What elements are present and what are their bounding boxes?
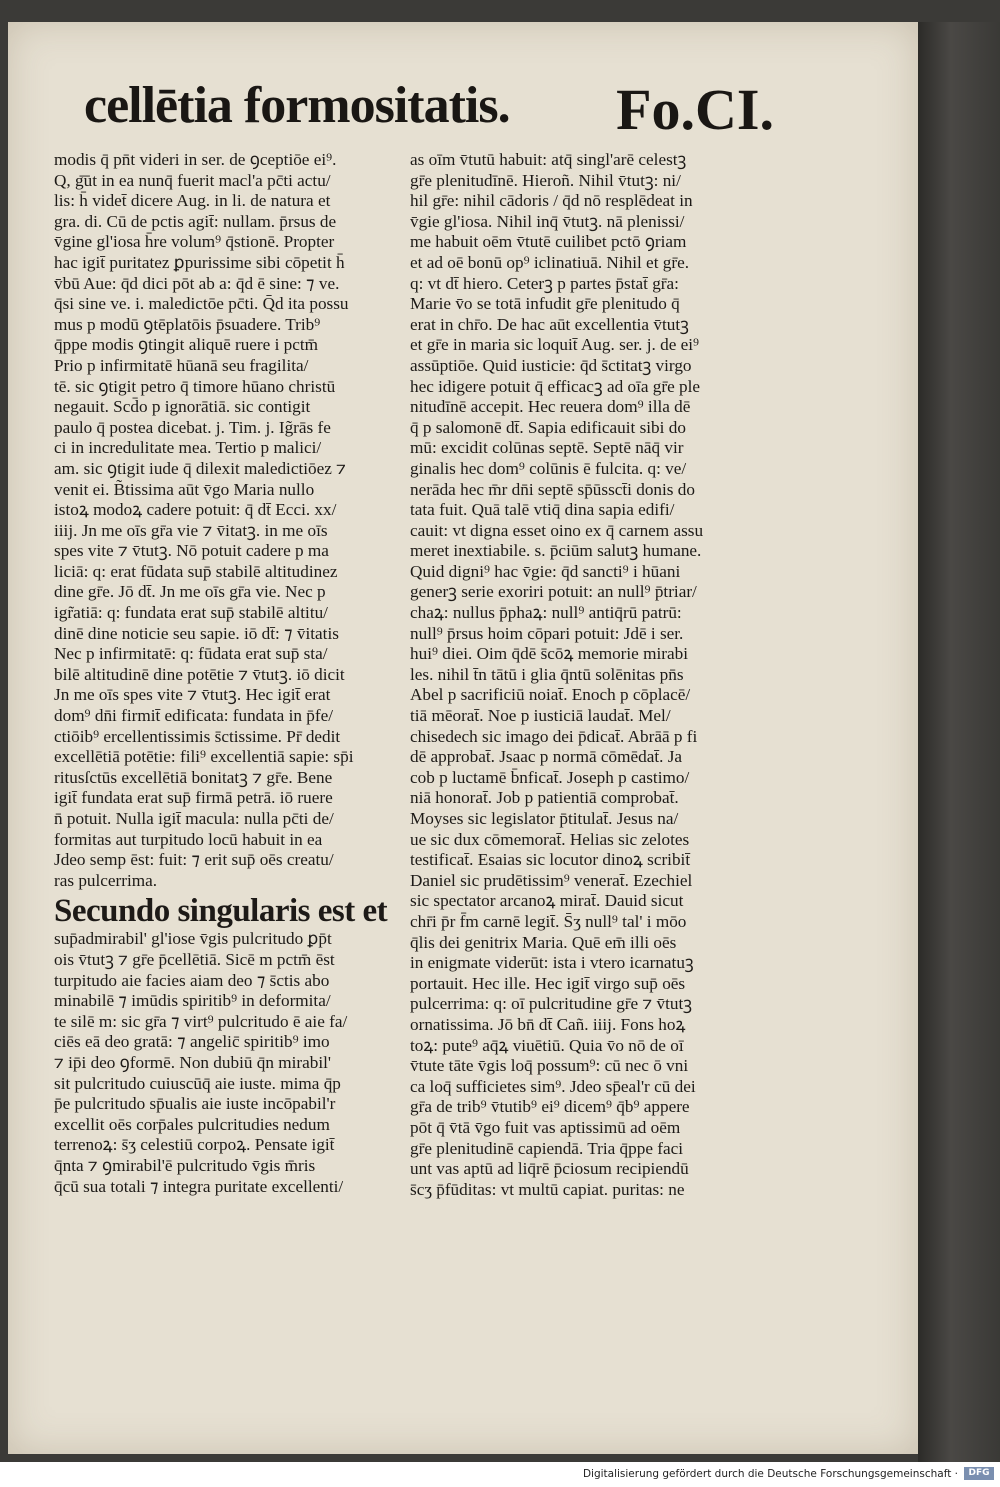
text-line: Quid digni⁹ hac v̄gie: q̄d sancti⁹ i hūani <box>410 561 681 581</box>
text-line: tē. sic ꝯtigit petro q̄ timore hūano christū <box>54 376 336 396</box>
text-line: excellit oēs corp̄ales pulcritudies nedum <box>54 1114 330 1134</box>
folio-number: Fo.CI. <box>616 77 774 142</box>
running-title: cellētia formositatis. <box>84 77 510 134</box>
text-line: in enigmate viderūt: ista i vtero icarnatuꝫ <box>410 953 694 973</box>
text-line: ornatissima. Jō bn̄ dt̄ Cañ. iiij. Fons hoꝝ <box>410 1014 686 1034</box>
text-line: dine gr̄e. Jō dt̄. Jn me oīs gr̄a vie. Nec p <box>54 582 326 602</box>
text-line: Daniel sic prudētissim⁹ venerat̄. Ezechiel <box>410 870 693 890</box>
text-line: liciā: q: erat fūdata sup̄ stabilē altitudinez <box>54 561 338 581</box>
text-line: me habuit oēm v̄tutē cuilibet pctō ꝯriam <box>410 232 687 252</box>
text-line: Prio p infirmitatē hūanā seu fragilita/ <box>54 355 309 375</box>
text-line: ca loq̄ sufficietes sim⁹. Jdeo sp̄eal'r cū dei <box>410 1076 696 1096</box>
text-line: Nec p infirmitatē: q: fūdata erat sup̄ sta/ <box>54 644 328 664</box>
text-line: cob p luctamē b̄nficat̄. Joseph p castimo/ <box>410 767 690 787</box>
text-line: lis: h̄ videt̄ dicere Aug. in li. de natura et <box>54 191 331 211</box>
text-line: spes vite ⁊ v̄tutꝫ. Nō potuit cadere p ma <box>54 541 329 561</box>
text-line: terrenoꝝ: s̄ʒ celestiū corpoꝝ. Pensate igit̄ <box>54 1135 335 1155</box>
text-line: igr̃atiā: q: fundata erat sup̄ stabilē altitu/ <box>54 603 328 623</box>
text-line: q̄cū sua totali ⁊ integra puritate excellenti/ <box>54 1176 344 1196</box>
text-line: hec idigere potuit q̄ efficacꝫ ad oīa gr̄e ple <box>410 376 701 396</box>
text-line: chisedech sic imago dei p̄dicat̄. Abrāā p fi <box>410 726 698 746</box>
text-line: nerāda hec m̄r dn̄i septē sp̄ūssct̄i donis do <box>410 479 695 499</box>
text-line: pōt q̄ v̄tā v̄go fuit vas aptissimū ad oēm <box>410 1117 681 1137</box>
text-line: ois v̄tutꝫ ⁊ gr̄e p̄cellētiā. Sicē m pctm̄ ēst <box>54 949 335 969</box>
text-line: igit̄ fundata erat sup̄ firmā petrā. iō ruere <box>54 788 333 808</box>
text-line: formitas aut turpitudo locū habuit in ea <box>54 829 323 849</box>
text-line: gr̄a de trib⁹ v̄tutib⁹ ei⁹ dicem⁹ q̄b⁹ appere <box>410 1097 690 1117</box>
text-line: q̄nta ⁊ ꝯmirabil'ē pulcritudo v̄gis m̄ris <box>54 1155 316 1175</box>
text-line: niā honorat̄. Job p patientiā comprobat̄. <box>410 788 679 808</box>
text-line: hil gr̄e: nihil cādoris / q̄d nō resplēdeat in <box>410 191 693 211</box>
text-line: te silē m: sic gr̄a ⁊ virt⁹ pulcritudo ē aie fa/ <box>54 1011 348 1031</box>
text-line: ginalis hec dom⁹ colūnis ē fulcita. q: ve/ <box>410 458 687 478</box>
text-line: mū: excidit colūnas septē. Septē nāq̄ vir <box>410 438 684 458</box>
text-line: ci in incredulitate mea. Tertio p malici/ <box>54 438 322 458</box>
text-line: negauit. Scd̄o p ignorātiā. sic contigit <box>54 397 311 417</box>
text-line: testificat̄. Esaias sic locutor dinoꝝ scribit̄ <box>410 850 691 870</box>
text-line: hui⁹ diei. Oim q̄dē s̄cōꝝ memorie mirabi <box>410 644 688 664</box>
text-line: nitudīnē accepit. Hec reuera dom⁹ illa dē <box>410 397 691 417</box>
text-line: q̄lis dei genitrix Maria. Quē em̄ illi oēs <box>410 932 677 952</box>
text-line: n̄ potuit. Nulla igit̄ macula: nulla pc̄ti de/ <box>54 809 334 828</box>
text-line: tiā mēorat̄. Noe p iusticiā laudat̄. Mel/ <box>410 706 671 726</box>
text-line: ciēs eā deo gratā: ⁊ angelic̄ spiritib⁹ imo <box>54 1032 330 1052</box>
text-line: excellētiā potētie: fili⁹ excellentiā sapie: sp̄i <box>54 747 354 767</box>
text-line: v̄tute tāte v̄gis loq̄ possum⁹: cū nec ō vni <box>410 1056 689 1076</box>
text-line: gr̄e plenitudīnē. Hieroñ. Nihil v̄tutꝫ: ni/ <box>410 170 681 190</box>
text-line: les. nihil t̄n tātū i glia q̄ntū solēnitas pn̄s <box>410 664 684 684</box>
text-line: cauit: vt digna esset oino ex q̄ carnem assu <box>410 520 704 540</box>
text-line: as oīm v̄tutū habuit: atq̄ singl'arē celestꝫ <box>410 150 687 169</box>
text-line: hac igit̄ puritatez ꝑpurissime sibi cōpetit h̄ <box>54 252 345 272</box>
text-line: q̄si sine ve. i. maledictōe pc̄ti. Q̄d ita possu <box>54 294 349 314</box>
text-line: istoꝝ modoꝝ cadere potuit: q̄ dt̄ Ecci. xx/ <box>54 500 337 520</box>
text-line: iiij. Jn me oīs gr̄a vie ⁊ v̄itatꝫ. in me oīs <box>54 520 328 540</box>
text-line: sup̄admirabil' gl'iose v̄gis pulcritudo ꝑp̄t <box>54 929 332 949</box>
book-edge <box>918 22 1000 1462</box>
text-line: et ad oē bonū op⁹ iclinatiuā. Nihil et gr̄e. <box>410 252 690 272</box>
footer-bar <box>0 1462 1000 1487</box>
text-line: am. sic ꝯtigit iude q̄ dilexit maledictiōez ⁊ <box>54 458 346 478</box>
text-line: sit pulcritudo cuiuscūq̄ aie iuste. mima q̄p <box>54 1073 341 1093</box>
text-line: Jn me oīs spes vite ⁊ v̄tutꝫ. Hec igit̄ erat <box>54 685 331 705</box>
dfg-logo: DFG <box>964 1467 994 1480</box>
text-line: dē approbat̄. Jsaac p normā cōmēdat̄. Ja <box>410 747 683 767</box>
text-line: paulo q̄ postea dicebat. j. Tim. j. Ig̃rās fe <box>54 417 331 437</box>
text-line: q̄ p salomonē dt̄. Sapia edificauit sibi do <box>410 417 686 437</box>
text-line: et gr̄e in maria sic loquit̄ Aug. ser. j. de ei⁹ <box>410 335 700 355</box>
section-heading: Secundo singularis est et <box>54 893 388 930</box>
text-line: null⁹ p̄rsus hoim cōpari potuit: Jdē i ser. <box>410 623 684 643</box>
text-line: generꝫ serie exoriri potuit: an null⁹ p̄triar/ <box>410 582 697 602</box>
text-line: sic spectator arcanoꝝ mirat̄. Dauid sicut <box>410 891 684 911</box>
text-line: modis q̄ pn̄t videri in ser. de ꝯceptiōe ei⁹. <box>54 150 337 169</box>
text-line: s̄cʒ p̄fūditas: vt multū capiat. puritas: ne <box>410 1179 685 1199</box>
text-line: q: vt dt̄ hiero. Ceterꝫ p partes p̄stat̄ gr̄a: <box>410 273 679 293</box>
right-column <box>410 150 762 1200</box>
text-line: meret inextiabile. s. p̄ciūm salutꝫ humane. <box>410 541 702 561</box>
text-line: mus p modū ꝯtēplatōis p̄suadere. Trib⁹ <box>54 314 321 334</box>
running-head <box>84 76 774 146</box>
left-column <box>54 150 406 1197</box>
text-line: Abel p sacrificiū noiat̄. Enoch p cōplacē/ <box>410 685 691 705</box>
text-line: venit ei. B̃tissima aūt v̄go Maria nullo <box>54 479 315 499</box>
text-line: v̄gie gl'iosa. Nihil inq̄ v̄tutꝫ. nā plenissi/ <box>410 211 685 231</box>
text-line: Q, g͞ut in ea nunq̄ fuerit macl'a pc̄ti actu/ <box>54 170 331 190</box>
text-line: p̄e pulcritudo sp̄ualis aie iuste incōpabil'r <box>54 1094 336 1114</box>
text-line: dinē dine noticie seu sapie. iō dt̄: ⁊ v̄itatis <box>54 623 339 643</box>
text-line: ctiōib⁹ ercellentissimis s̄ctissime. Pr̄ dedit <box>54 726 341 746</box>
text-line: q̄ppe modis ꝯtingit aliquē ruere i pctm̄ <box>54 335 319 355</box>
text-line: dom⁹ dn̄i firmit̄ edificata: fundata in p̄fe/ <box>54 706 333 726</box>
text-line: assūptiōe. Quid iusticie: q̄d s̄ctitatꝫ virgo <box>410 355 692 375</box>
text-line: ritusſctūs excellētiā bonitatꝫ ⁊ gr̄e. Bene <box>54 767 333 787</box>
text-line: Marie v̄o se totā infudit gr̄e plenitudo q̄ <box>410 294 680 314</box>
text-line: minabilē ⁊ imūdis spiritib⁹ in deformita/ <box>54 991 331 1011</box>
text-line: chaꝝ: nullus p̄phaꝝ: null⁹ antiq̄rū patrū: <box>410 603 682 623</box>
text-line: ⁊ ip̄i deo ꝯformē. Non dubiū q̄n mirabil' <box>54 1052 331 1072</box>
text-line: erat in chr̄o. De hac aūt excellentia v̄tutꝫ <box>410 314 689 334</box>
text-line: ras pulcerrima. <box>54 870 158 890</box>
text-line: pulcerrima: q: oī pulcritudine gr̄e ⁊ v̄tutꝫ <box>410 994 693 1014</box>
text-line: portauit. Hec ille. Hec igit̄ virgo sup̄ oēs <box>410 973 686 993</box>
text-line: ue sic dux cōmemorat̄. Helias sic zelotes <box>410 829 690 849</box>
text-line: chr̄i p̄r f̄m carnē legit̄. S̄ʒ null⁹ tal' i mōo <box>410 911 687 931</box>
text-line: v̄bū Aue: q̄d dici pōt ab a: q̄d ē sine: ⁊ ve. <box>54 273 340 293</box>
text-line: bilē altitudinē dine potētie ⁊ v̄tutꝫ. iō dicit <box>54 664 345 684</box>
text-line: toꝝ: pute⁹ aq̄ꝝ viuētiū. Quia v̄o nō de oī <box>410 1035 684 1055</box>
text-line: v̄gine gl'iosa h̄re volum⁹ q̄stionē. Propter <box>54 232 335 252</box>
text-line: turpitudo aie facies aiam deo ⁊ s̄ctis abo <box>54 970 330 990</box>
text-line: tata fuit. Quā talē vtiq̄ dina sapia edifi/ <box>410 500 675 520</box>
text-line: Moyses sic legislator p̄titulat̄. Jesus na/ <box>410 809 679 828</box>
text-line: unt vas aptū ad liq̄rē p̄ciosum recipiendū <box>410 1159 689 1179</box>
footer-credit: Digitalisierung gefördert durch die Deutsche Forschungsgemeinschaft · <box>582 1468 958 1480</box>
text-line: gra. di. Cū de pctis agit̄: nullam. p̄rsus de <box>54 211 337 231</box>
text-line: Jdeo semp ēst: fuit: ⁊ erit sup̄ oēs creatu/ <box>54 850 334 870</box>
text-line: gr̄e plenitudinē capiendā. Tria q̄ppe faci <box>410 1138 684 1158</box>
